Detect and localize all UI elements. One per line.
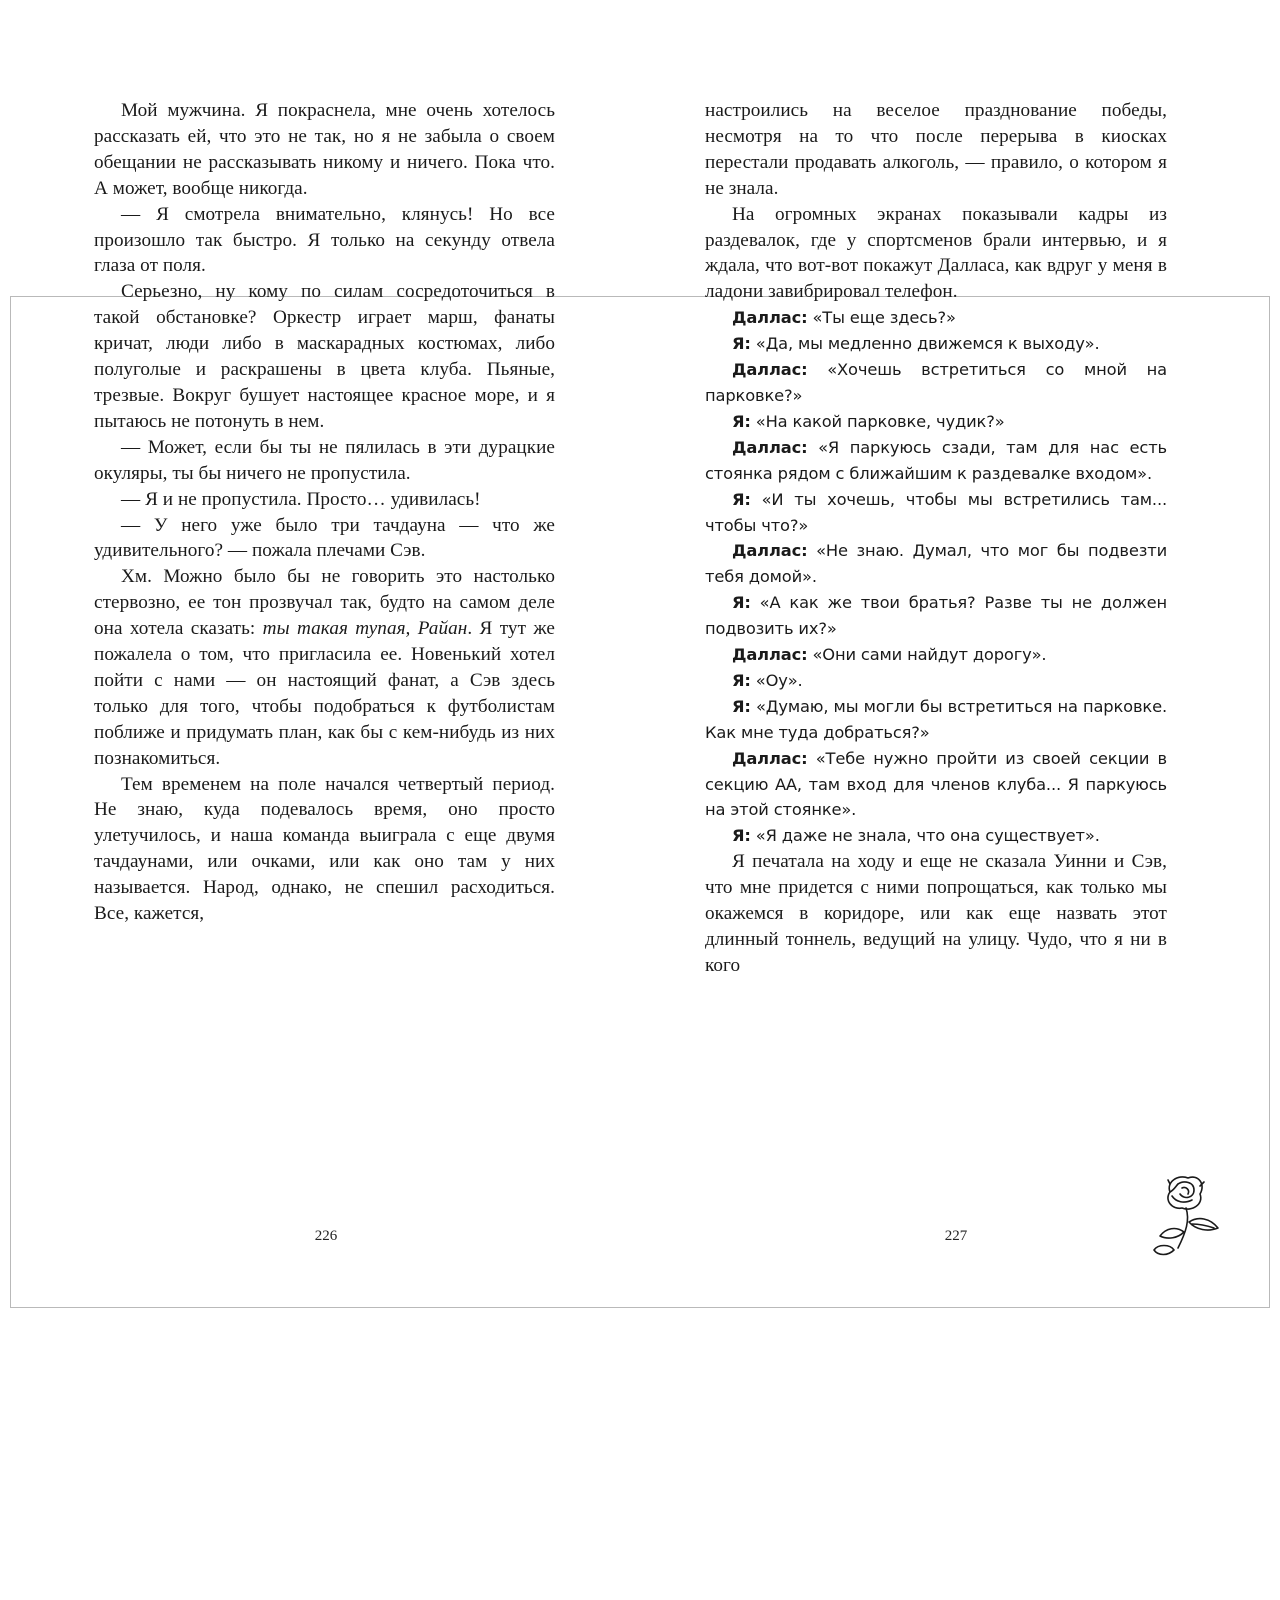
chat-speaker: Я: bbox=[732, 411, 751, 431]
chat-message bbox=[705, 668, 1167, 694]
chat-message bbox=[705, 590, 1167, 642]
paragraph bbox=[94, 98, 555, 202]
chat-message bbox=[705, 487, 1167, 539]
text-run: Тем временем на поле начался четвертый период. Не знаю, куда подевалось время, оно просто улетучилось, и наша команда выиграла с еще двумя тачдаунами, или очками, или как оно там у них называется. Народ, однако, не спешил расходиться. Все, кажется, bbox=[94, 773, 555, 925]
chat-text: «Оу». bbox=[755, 670, 803, 690]
text-run: На огромных экранах показывали кадры из раздевалок, где у спортсменов брали интервью, и я ждала, что вот-вот покажут Далласа, как вдруг у меня в ладони завибрировал телефон. bbox=[705, 203, 1167, 303]
text-run: Хм. Можно было бы не говорить это настолько стервозно, ее тон прозвучал так, будто на самом деле она хотела сказать: bbox=[94, 566, 555, 640]
chat-text: «Хочешь встретиться со мной на парковке?» bbox=[705, 360, 1167, 405]
chat-message bbox=[705, 357, 1167, 409]
paragraph bbox=[705, 202, 1167, 306]
chat-message bbox=[705, 331, 1167, 357]
chat-speaker: Я: bbox=[732, 826, 751, 846]
chat-text: «Да, мы медленно движемся к выходу». bbox=[755, 334, 1100, 354]
paragraph bbox=[94, 202, 555, 280]
chat-speaker: Я: bbox=[732, 696, 751, 716]
text-run: настроились на веселое празднование победы, несмотря на то что после перерыва в киосках перестали продавать алкоголь, — правило, о котором я не знала. bbox=[705, 100, 1167, 199]
paragraph bbox=[94, 772, 555, 927]
left-page-number: 226 bbox=[314, 1228, 338, 1244]
text-run: Я печатала на ходу и еще не сказала Уинни и Сэв, что мне придется с ними попрощаться, как только мы окажемся в коридоре, или как еще назвать этот длинный тоннель, ведущий на улицу. Чудо, что я ни в кого bbox=[705, 851, 1167, 976]
chat-message bbox=[705, 642, 1167, 668]
paragraph bbox=[705, 98, 1167, 202]
chat-speaker: Я: bbox=[732, 593, 751, 613]
left-page-text bbox=[94, 98, 555, 927]
chat-text: «Ты еще здесь?» bbox=[812, 308, 956, 328]
chat-speaker: Я: bbox=[732, 670, 751, 690]
italic-phrase: ты такая тупая, Райан bbox=[262, 618, 468, 640]
chat-speaker: Даллас: bbox=[732, 437, 808, 457]
chat-message bbox=[705, 694, 1167, 746]
chat-text: «Я паркуюсь сзади, там для нас есть стоянка рядом с ближайшим к раздевалке входом». bbox=[705, 437, 1167, 483]
text-run: Серьезно, ну кому по силам сосредоточиться в такой обстановке? Оркестр играет марш, фанаты кричат, люди либо в маскарадных костюмах, либо полуголые и раскрашены в цвета клуба. Пьяные, трезвые. Вокруг бушует настоящее красное море, и я пытаюсь не потонуть в нем. bbox=[94, 281, 555, 432]
chat-speaker: Я: bbox=[732, 489, 751, 509]
paragraph bbox=[94, 435, 555, 487]
chat-message bbox=[705, 746, 1167, 824]
chat-speaker: Даллас: bbox=[732, 541, 808, 561]
paragraph bbox=[94, 564, 555, 771]
rose-icon bbox=[1148, 1170, 1230, 1260]
chat-text: «И ты хочешь, чтобы мы встретились там... чтобы что?» bbox=[705, 489, 1167, 535]
text-run: . Я тут же пожалела о том, что пригласила ее. Новенький хотел пойти с нами — он настоящий фанат, а Сэв здесь только для того, чтобы подобраться к футболистам поближе и придумать план, как бы с кем-нибудь из них познакомиться. bbox=[94, 618, 555, 769]
text-run: — Я смотрела внимательно, клянусь! Но все произошло так быстро. Я только на секунду отвела глаза от поля. bbox=[94, 203, 555, 277]
chat-message bbox=[705, 823, 1167, 849]
chat-text: «Тебе нужно пройти из своей секции в секцию АА, там вход для членов клуба... Я паркуюсь на этой стоянке». bbox=[705, 748, 1167, 820]
text-run: — Может, если бы ты не пялилась в эти дурацкие окуляры, ты бы ничего не пропустила. bbox=[94, 436, 555, 484]
paragraph bbox=[705, 849, 1167, 979]
text-run: — У него уже было три тачдауна — что же удивительного? — пожала плечами Сэв. bbox=[94, 514, 555, 562]
paragraph bbox=[94, 487, 555, 513]
chat-text: «А как же твои братья? Разве ты не должен подвозить их?» bbox=[705, 593, 1167, 639]
text-run: — Я и не пропустила. Просто… удивилась! bbox=[121, 488, 481, 510]
chat-text: «На какой парковке, чудик?» bbox=[755, 411, 1005, 431]
right-page-number: 227 bbox=[944, 1228, 968, 1244]
chat-speaker: Даллас: bbox=[732, 308, 808, 328]
paragraph bbox=[94, 513, 555, 565]
chat-message bbox=[705, 305, 1167, 331]
text-run: Мой мужчина. Я покраснела, мне очень хотелось рассказать ей, что это не так, но я не забыла о своем обещании не рассказывать никому и ничего. Пока что. А может, вообще никогда. bbox=[94, 100, 555, 199]
right-page-text bbox=[705, 98, 1167, 979]
chat-message bbox=[705, 435, 1167, 487]
chat-text: «Думаю, мы могли бы встретиться на парковке. Как мне туда добраться?» bbox=[705, 696, 1167, 742]
chat-speaker: Даллас: bbox=[732, 645, 808, 665]
chat-speaker: Даллас: bbox=[732, 360, 808, 380]
chat-speaker: Я: bbox=[732, 334, 751, 354]
chat-text: «Они сами найдут дорогу». bbox=[812, 645, 1047, 665]
chat-text: «Не знаю. Думал, что мог бы подвезти тебя домой». bbox=[705, 541, 1168, 587]
chat-text: «Я даже не знала, что она существует». bbox=[755, 826, 1100, 846]
chat-message bbox=[705, 538, 1167, 590]
chat-speaker: Даллас: bbox=[732, 748, 808, 768]
chat-message bbox=[705, 409, 1167, 435]
paragraph bbox=[94, 279, 555, 434]
